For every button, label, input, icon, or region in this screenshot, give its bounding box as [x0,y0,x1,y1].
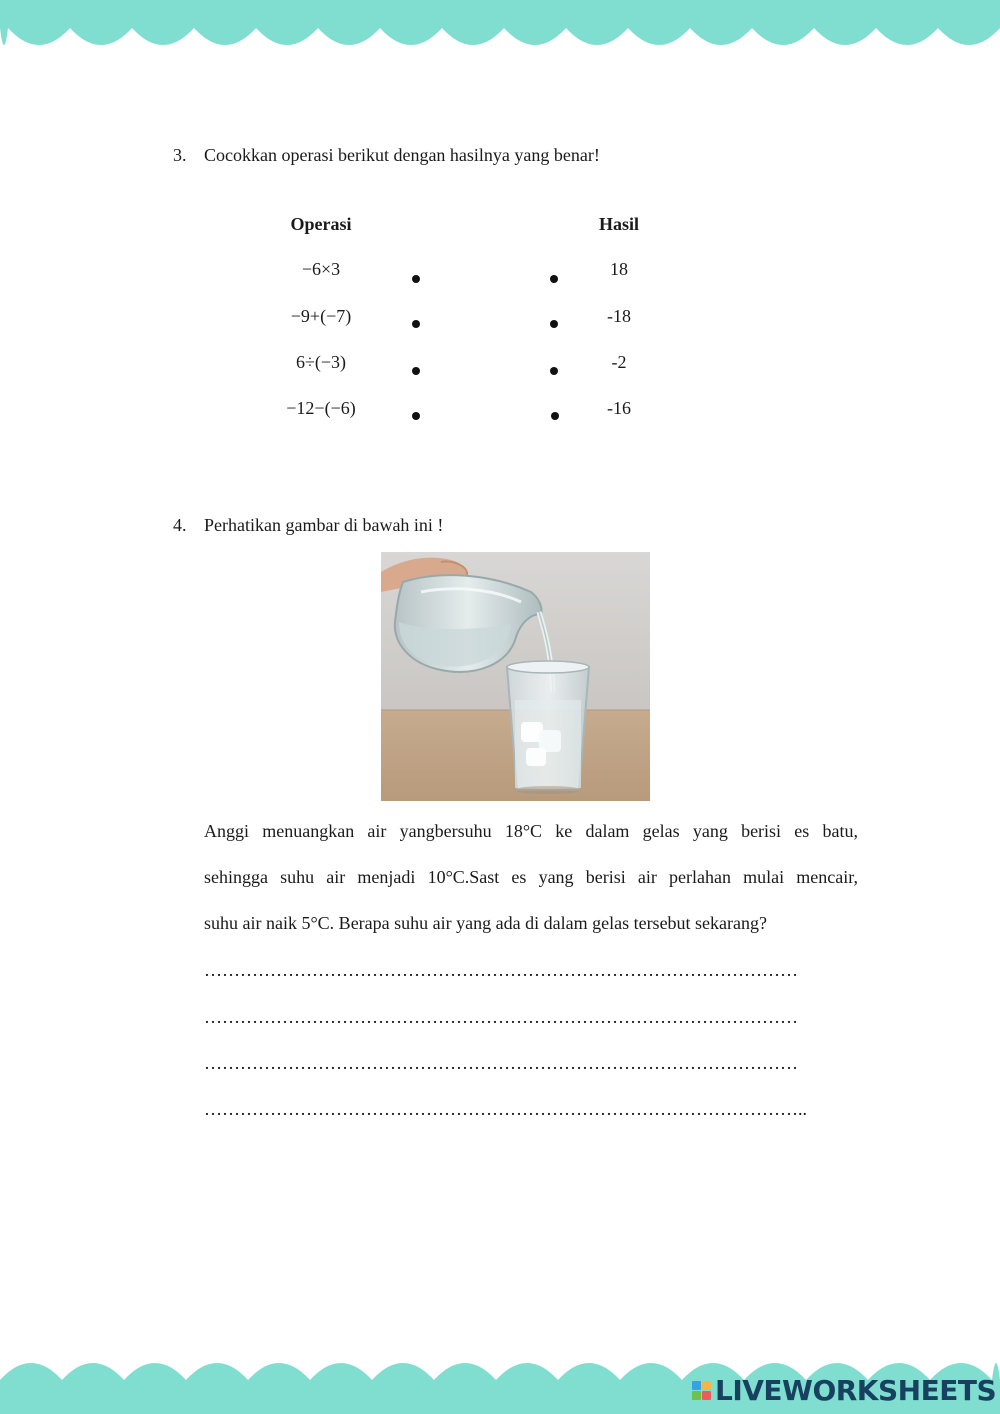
operation-1-match-dot[interactable] [412,275,420,283]
header-hasil: Hasil [598,214,639,234]
result-4: -16 [607,398,631,418]
liveworksheets-brand[interactable] [692,1373,996,1407]
question-4-number: 4. [173,515,187,535]
answer-line-2[interactable]: ……………………………………………………………………………………… [204,1007,798,1027]
problem-line-1: Anggi menuangkan air yangbersuhu 18°C ke dalam gelas yang berisi es batu, [204,821,858,841]
header-operasi: Operasi [290,214,352,234]
top-wave-shape [0,0,1000,45]
result-4-match-dot[interactable] [551,412,559,420]
answer-line-3[interactable]: ……………………………………………………………………………………… [204,1053,798,1073]
operation-2-match-dot[interactable] [412,320,420,328]
result-2: -18 [607,306,631,326]
result-2-match-dot[interactable] [550,320,558,328]
operation-4-match-dot[interactable] [412,412,420,420]
logo-square-i [702,1381,711,1390]
question-4-prompt: Perhatikan gambar di bawah ini ! [204,515,444,535]
answer-line-4[interactable]: ……………………………………………………………………………………….. [204,1099,807,1119]
question-3-number: 3. [173,145,187,165]
problem-line-3: suhu air naik 5°C. Berapa suhu air yang ada di dalam gelas tersebut sekarang? [204,913,768,933]
logo-square-l [692,1381,701,1390]
brand-wordmark: LIVEWORKSHEETS [715,1373,997,1407]
operation-1: −6×3 [301,259,341,279]
result-3: -2 [611,352,627,372]
operation-3: 6÷(−3) [295,352,347,372]
water-pouring-photo [381,552,650,801]
problem-line-2: sehingga suhu air menjadi 10°C.Sast es yang berisi air perlahan mulai mencair, [204,867,858,887]
top-scallop-border [0,0,1000,62]
operation-3-match-dot[interactable] [412,367,420,375]
question-3-prompt: Cocokkan operasi berikut dengan hasilnya yang benar! [204,145,600,165]
operation-2: −9+(−7) [290,306,352,326]
result-1: 18 [610,259,628,279]
result-3-match-dot[interactable] [550,367,558,375]
logo-square-e [702,1391,711,1400]
operation-4: −12−(−6) [286,398,356,418]
logo-square-v [692,1391,701,1400]
result-1-match-dot[interactable] [550,275,558,283]
answer-line-1[interactable]: ……………………………………………………………………………………… [204,960,798,980]
liveworksheets-logo-icon [692,1381,711,1400]
